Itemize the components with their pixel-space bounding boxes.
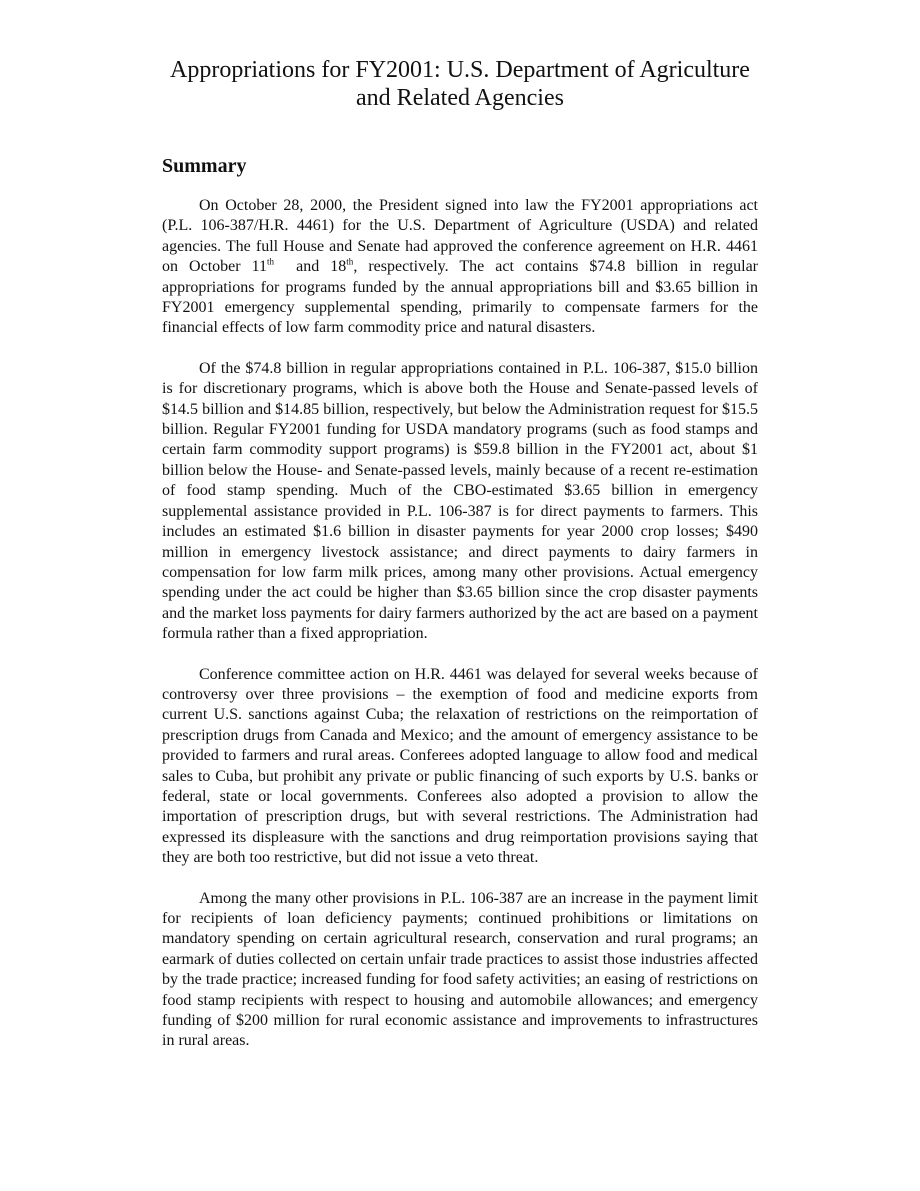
title-line-2: and Related Agencies — [356, 85, 564, 111]
p1-superscript-2: th — [346, 256, 354, 267]
document-title — [160, 56, 760, 112]
summary-heading: Summary — [162, 155, 247, 177]
summary-paragraph-1 — [162, 196, 758, 339]
summary-paragraph-4: Among the many other provisions in P.L. 106-387 are an increase in the payment limit for recipients of loan deficiency payments; continued prohibitions or limitations on mandatory spending on certain agricultural research, conservation and rural programs; an earmark of duties collected on certain unfair trade practices to assist those industries affected by the trade practice; increased funding for food safety activities; an easing of restrictions on food stamp recipients with respect to housing and automobile allowances; and emergency funding of $200 million for rural economic assistance and improvements to infrastructures in rural areas. — [162, 889, 758, 1050]
p1-text-a: On October 28, 2000, the President signed into law the FY2001 appropriations act (P.L. 106-387/H.R. 4461) for the U.S. Department of Agriculture (USDA) and related agencies. The full House and Senate had approved the conference agreement on H.R. 4461 on October 11 — [162, 197, 758, 276]
summary-paragraph-2: Of the $74.8 billion in regular appropriations contained in P.L. 106-387, $15.0 billion is for discretionary programs, which is above both the House and Senate-passed levels of $14.5 billion and $14.85 billion, respectively, but below the Administration request for $15.5 billion. Regular FY2001 funding for USDA mandatory programs (such as food stamps and certain farm commodity support programs) is $59.8 billion in the FY2001 act, about $1 billion below the House- and Senate-passed levels, mainly because of a recent re-estimation of food stamp spending. Much of the CBO-estimated $3.65 billion in emergency supplemental assistance provided in P.L. 106-387 is for direct payments to farmers. This includes an estimated $1.6 billion in disaster payments for year 2000 crop losses; $490 million in emergency livestock assistance; and direct payments to dairy farmers in compensation for low farm milk prices, among many other provisions. Actual emergency spending under the act could be higher than $3.65 billion since the crop disaster payments and the market loss payments for dairy farmers authorized by the act are based on a payment formula rather than a fixed appropriation. — [162, 359, 758, 643]
document-page — [162, 56, 758, 1072]
p1-text-c: , respectively. The act contains $74.8 billion in regular appropriations for programs funded by the annual appropriations bill and $3.65 billion in FY2001 emergency supplemental spending, primarily to compensate farmers for the financial effects of low farm commodity price and natural disasters. — [162, 258, 759, 337]
p1-superscript-1: th — [267, 256, 275, 267]
p1-text-b: and 18 — [274, 258, 347, 276]
title-line-1: Appropriations for FY2001: U.S. Department of Agriculture — [170, 57, 750, 83]
summary-paragraph-3: Conference committee action on H.R. 4461 was delayed for several weeks because of controversy over three provisions – the exemption of food and medicine exports from current U.S. sanctions against Cuba; the relaxation of restrictions on the reimportation of prescription drugs from Canada and Mexico; and the amount of emergency assistance to be provided to farmers and rural areas. Conferees adopted language to allow food and medical sales to Cuba, but prohibit any private or public financing of such exports by U.S. banks or federal, state or local governments. Conferees also adopted a provision to allow the importation of prescription drugs, but with several restrictions. The Administration had expressed its displeasure with the sanctions and drug reimportation provisions saying that they are both too restrictive, but did not issue a veto threat. — [162, 665, 758, 867]
